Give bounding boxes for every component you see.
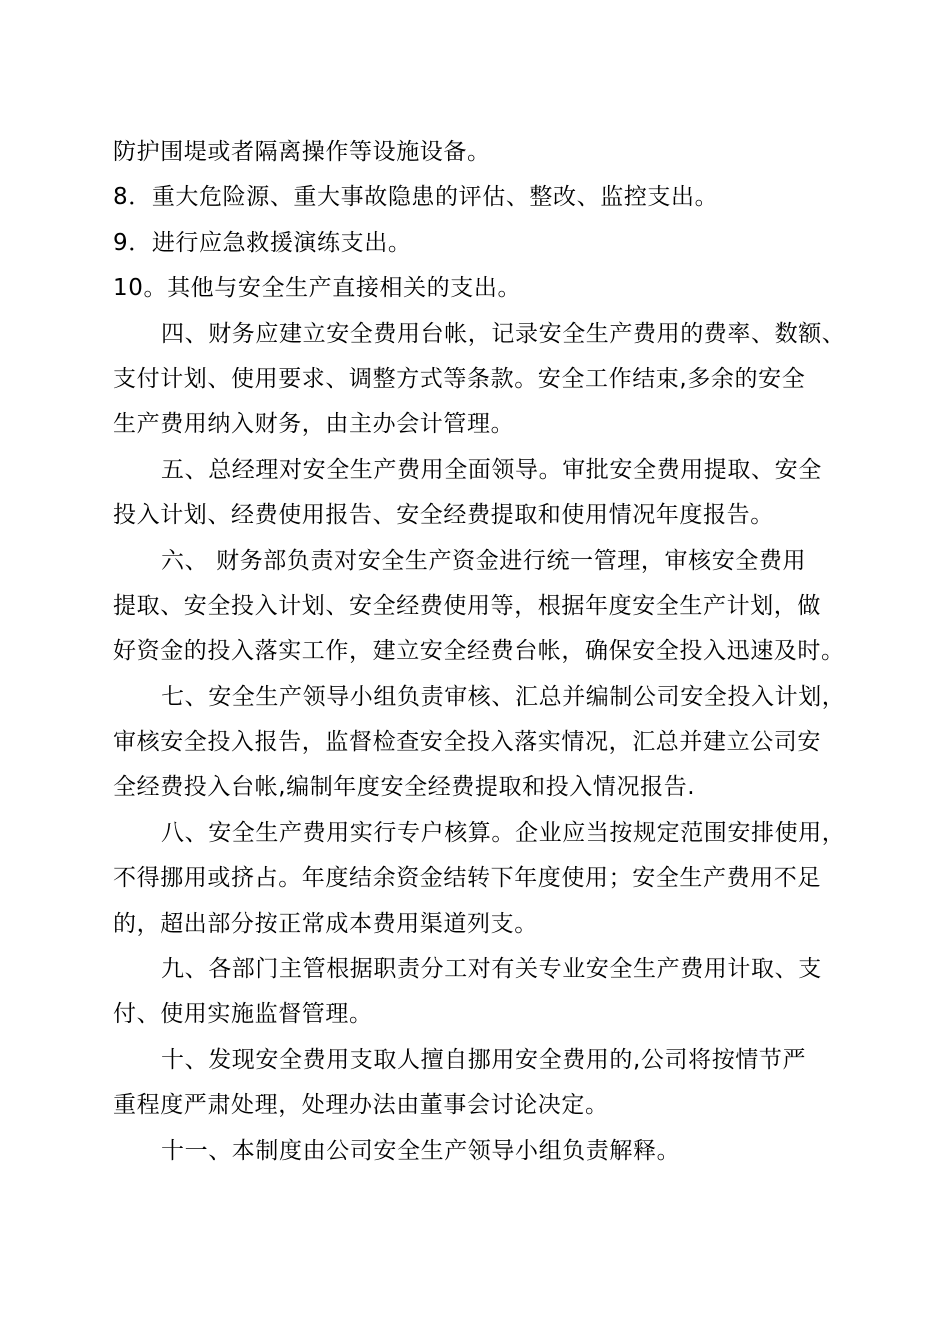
paragraph-8-line-1: 八、安全生产费用实行专户核算。企业应当按规定范围安排使用， [161,819,846,846]
paragraph-5-line-1: 五、总经理对安全生产费用全面领导。审批安全费用提取、安全 [161,456,822,483]
paragraph-10-line-1: 十、发现安全费用支取人擅自挪用安全费用的,公司将按情节严 [161,1046,807,1073]
paragraph-6-line-1: 六、 财务部负责对安全生产资金进行统一管理，审核安全费用 [161,547,807,574]
paragraph-4-line-3: 生产费用纳入财务，由主办会计管理。 [113,411,515,438]
list-item-10: 10。其他与安全生产直接相关的支出。 [113,275,522,302]
list-item-8: 8．重大危险源、重大事故隐患的评估、整改、监控支出。 [113,184,719,211]
paragraph-9-line-1: 九、各部门主管根据职责分工对有关专业安全生产费用计取、支 [161,956,822,983]
text-line: 防护围堤或者隔离操作等设施设备。 [113,139,491,165]
paragraph-8-line-3: 的，超出部分按正常成本费用渠道列支。 [113,910,538,937]
paragraph-6-line-3: 好资金的投入落实工作，建立安全经费台帐，确保安全投入迅速及时。 [113,638,845,665]
paragraph-7-line-2: 审核安全投入报告，监督检查安全投入落实情况，汇总并建立公司安 [113,729,821,756]
paragraph-11-line-1: 十一、本制度由公司安全生产领导小组负责解释。 [161,1137,681,1164]
paragraph-9-line-2: 付、使用实施监督管理。 [113,1001,373,1028]
paragraph-7-line-1: 七、安全生产领导小组负责审核、汇总并编制公司安全投入计划， [161,683,846,710]
paragraph-7-line-3: 全经费投入台帐,编制年度安全经费提取和投入情况报告. [113,774,696,801]
document-body [113,130,853,1174]
paragraph-10-line-2: 重程度严肃处理，处理办法由董事会讨论决定。 [113,1092,609,1119]
paragraph-6-line-2: 提取、安全投入计划、安全经费使用等，根据年度安全生产计划，做 [113,592,821,619]
paragraph-4-line-2: 支付计划、使用要求、调整方式等条款。安全工作结束,多余的安全 [113,365,806,392]
list-item-9: 9．进行应急救援演练支出。 [113,229,412,256]
paragraph-4-line-1: 四、财务应建立安全费用台帐，记录安全生产费用的费率、数额、 [161,320,846,347]
paragraph-5-line-2: 投入计划、经费使用报告、安全经费提取和使用情况年度报告。 [113,502,774,529]
paragraph-8-line-2: 不得挪用或挤占。年度结余资金结转下年度使用；安全生产费用不足 [113,865,821,892]
